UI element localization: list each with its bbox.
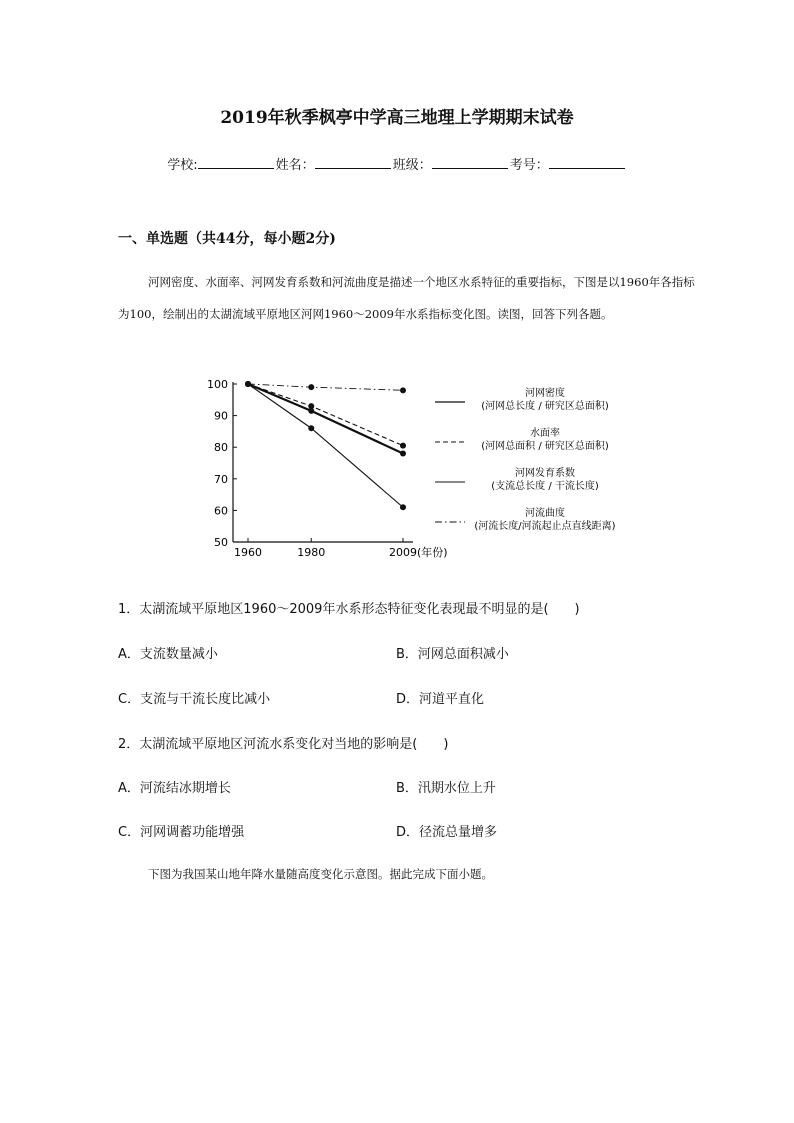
x-tick-label: 1980	[297, 546, 326, 559]
class-field	[393, 154, 510, 173]
x-tick-label: 2009	[389, 546, 417, 559]
name-field	[276, 154, 393, 173]
legend-name-4: 河流曲度	[525, 508, 565, 519]
x-tick-label: 1960	[234, 546, 262, 559]
question-1-stem: 1．太湖流域平原地区1960～2009年水系形态特征变化表现最不明显的是( )	[118, 602, 580, 617]
legend-desc-3: (支流总长度 / 干流长度)	[491, 481, 599, 492]
series-3-point	[308, 425, 314, 431]
intro-paragraph: 河网密度、水面率、河网发育系数和河流曲度是描述一个地区水系特征的重要指标，下图是以1960年各指标为100，绘制出的太湖流域平原地区河网1960～2009年水系指标变化图。读图，回答下列各题。	[118, 275, 695, 321]
legend-desc-2: (河网总面积 / 研究区总面积)	[481, 441, 609, 452]
y-tick-label: 90	[214, 409, 228, 423]
question-1-option-d[interactable]: D．河道平直化	[396, 692, 485, 707]
chart-ticks	[207, 378, 448, 559]
chart-axes	[233, 382, 413, 542]
question-1-option-b[interactable]: B．河网总面积减小	[396, 647, 509, 662]
school-blank[interactable]	[198, 156, 274, 169]
y-tick-label: 60	[214, 504, 228, 518]
question-2-stem: 2．太湖流域平原地区河流水系变化对当地的影响是( )	[118, 737, 449, 752]
class-blank[interactable]	[432, 156, 508, 169]
chart-legend	[435, 386, 616, 532]
y-tick-label: 100	[207, 378, 228, 391]
chart-lines	[245, 381, 406, 510]
series-line-4	[248, 384, 403, 390]
series-line-3	[248, 384, 403, 507]
series-1-point	[400, 451, 406, 457]
series-3-point	[400, 504, 406, 510]
question-2-option-d[interactable]: D．径流总量增多	[396, 825, 498, 840]
question-1-option-c[interactable]: C．支流与干流长度比减小	[118, 692, 271, 707]
legend-name-2: 水面率	[530, 428, 560, 439]
student-info-line	[0, 154, 794, 173]
series-2-point	[400, 443, 406, 449]
question-2-option-c[interactable]: C．河网调蓄功能增强	[118, 825, 245, 840]
x-unit-label: (年份)	[417, 546, 448, 559]
legend-name-3: 河网发育系数	[515, 468, 575, 479]
exam-number-field	[510, 154, 627, 173]
line-chart	[195, 372, 635, 567]
legend-desc-4: (河流长度/河流起止点直线距离)	[474, 521, 616, 532]
y-tick-label: 70	[214, 472, 228, 486]
y-tick-label: 50	[214, 536, 228, 549]
y-tick-label: 80	[214, 441, 228, 455]
legend-name-1: 河网密度	[525, 388, 565, 399]
school-field	[167, 154, 275, 173]
page-title: 2019年秋季枫亭中学高三地理上学期期末试卷	[220, 108, 574, 128]
series-line-1	[248, 384, 403, 454]
name-blank[interactable]	[315, 156, 391, 169]
series-4-point	[400, 387, 406, 393]
section-heading: 一、单选题（共44分，每小题2分)	[118, 231, 336, 247]
exam-number-label: 考号：	[509, 158, 549, 173]
name-label: 姓名：	[275, 158, 315, 173]
next-question-note: 下图为我国某山地年降水量随高度变化示意图。据此完成下面小题。	[148, 867, 493, 881]
question-1-option-a[interactable]: A．支流数量减小	[118, 647, 218, 662]
series-4-point	[245, 381, 251, 387]
question-2-option-b[interactable]: B．汛期水位上升	[396, 781, 496, 796]
legend-desc-1: (河网总长度 / 研究区总面积)	[481, 401, 609, 412]
series-2-point	[308, 403, 314, 409]
series-4-point	[308, 384, 314, 390]
school-label: 学校:	[167, 158, 198, 173]
question-2-option-a[interactable]: A．河流结冰期增长	[118, 781, 231, 796]
class-label: 班级：	[392, 158, 432, 173]
chart-figure	[195, 372, 635, 571]
exam-number-blank[interactable]	[549, 156, 625, 169]
